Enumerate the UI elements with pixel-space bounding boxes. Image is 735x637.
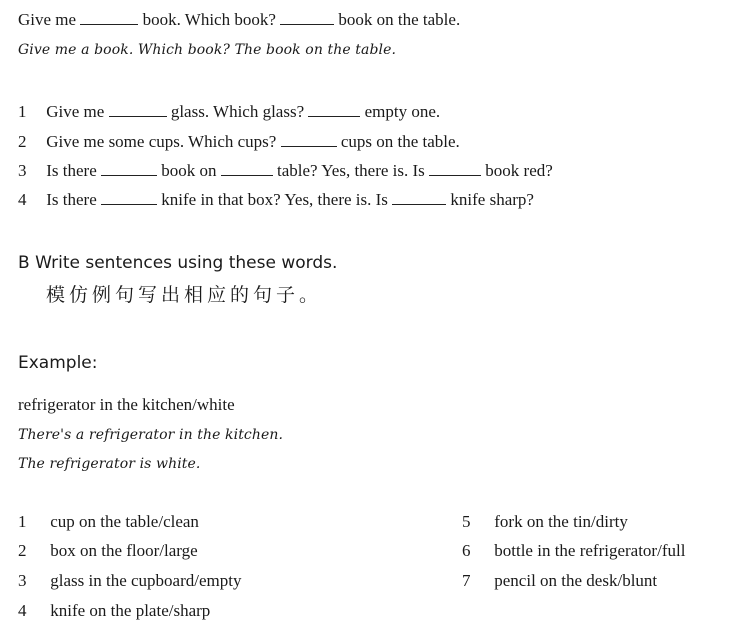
- example-seg2: book. Which book?: [142, 10, 276, 29]
- item-seg3: knife sharp?: [450, 190, 534, 209]
- example-label: Example:: [18, 353, 98, 373]
- item-number: 1: [18, 102, 27, 121]
- answer-blank[interactable]: [280, 11, 334, 25]
- item-number: 5: [462, 512, 471, 531]
- exercise-b-item-6: [462, 541, 685, 561]
- example-sentence: [18, 10, 460, 30]
- item-seg3: empty one.: [364, 102, 441, 121]
- item-number: 3: [18, 571, 27, 590]
- example-seg1: Give me: [18, 10, 77, 29]
- item-text: pencil on the desk/blunt: [494, 571, 658, 590]
- example-answer-2: The refrigerator is white.: [18, 456, 201, 472]
- answer-blank[interactable]: [281, 133, 337, 147]
- item-seg1: Give me: [46, 102, 105, 121]
- item-number: 4: [18, 190, 27, 209]
- answer-blank[interactable]: [80, 11, 138, 25]
- answer-blank[interactable]: [221, 162, 273, 176]
- item-seg2: glass. Which glass?: [170, 102, 305, 121]
- exercise-a-item-3: [18, 161, 553, 181]
- answer-blank[interactable]: [429, 162, 481, 176]
- exercise-b-item-2: [18, 541, 198, 561]
- answer-blank[interactable]: [392, 191, 446, 205]
- exercise-b-item-1: [18, 512, 199, 532]
- item-number: 2: [18, 132, 27, 151]
- item-seg2: cups on the table.: [340, 132, 460, 151]
- example-seg3: book on the table.: [338, 10, 461, 29]
- item-seg2: knife in that box? Yes, there is. Is: [161, 190, 388, 209]
- answer-blank[interactable]: [101, 162, 157, 176]
- answer-blank[interactable]: [101, 191, 157, 205]
- item-text: box on the floor/large: [50, 541, 198, 560]
- exercise-b-item-5: [462, 512, 628, 532]
- exercise-b-item-3: [18, 571, 241, 591]
- item-seg1: Is there: [46, 190, 97, 209]
- item-seg1: Is there: [46, 161, 97, 180]
- exercise-a-item-1: [18, 102, 440, 122]
- item-text: knife on the plate/sharp: [50, 601, 211, 620]
- answer-blank[interactable]: [109, 103, 167, 117]
- example-answer-1: There's a refrigerator in the kitchen.: [18, 427, 284, 443]
- item-seg2: book on: [161, 161, 217, 180]
- item-seg1: Give me some cups. Which cups?: [46, 132, 277, 151]
- example-prompt: refrigerator in the kitchen/white: [18, 395, 235, 414]
- item-number: 3: [18, 161, 27, 180]
- item-seg3: table? Yes, there is. Is: [277, 161, 425, 180]
- example-handwritten-answer: Give me a book. Which book? The book on the table.: [18, 42, 397, 58]
- item-number: 6: [462, 541, 471, 560]
- item-number: 4: [18, 601, 27, 620]
- item-number: 7: [462, 571, 471, 590]
- exercise-a-item-4: [18, 190, 534, 210]
- answer-blank[interactable]: [308, 103, 360, 117]
- item-text: bottle in the refrigerator/full: [494, 541, 686, 560]
- item-number: 2: [18, 541, 27, 560]
- item-number: 1: [18, 512, 27, 531]
- item-text: fork on the tin/dirty: [494, 512, 628, 531]
- item-text: cup on the table/clean: [50, 512, 199, 531]
- exercise-a-item-2: [18, 132, 460, 152]
- item-text: glass in the cupboard/empty: [50, 571, 242, 590]
- exercise-b-item-7: [462, 571, 657, 591]
- exercise-b-item-4: [18, 601, 210, 621]
- item-seg4: book red?: [485, 161, 553, 180]
- section-b-heading: B Write sentences using these words.: [18, 253, 338, 273]
- section-b-chinese-instruction: 模仿例句写出相应的句子。: [46, 284, 323, 306]
